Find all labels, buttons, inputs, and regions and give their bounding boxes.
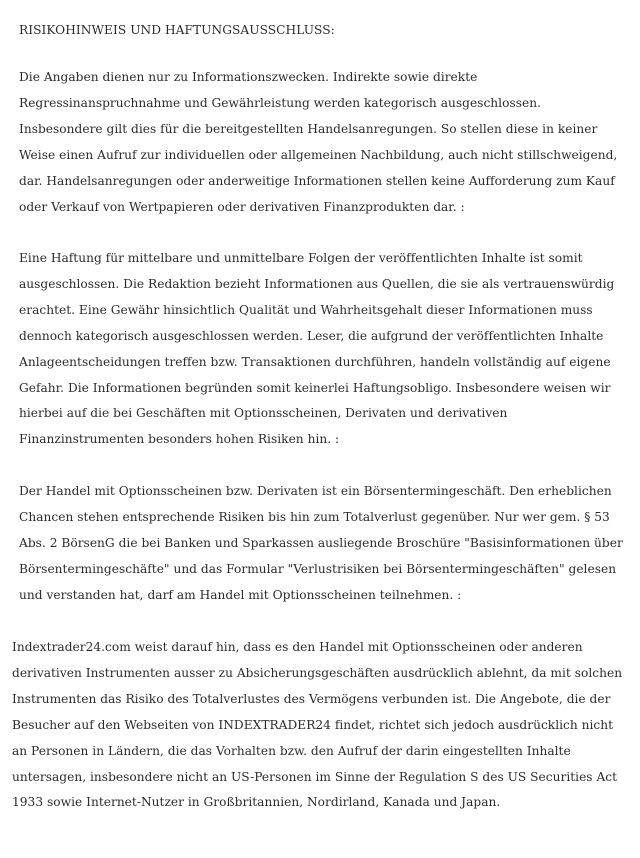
disclaimer-paragraph-liability: Eine Haftung für mittelbare und unmittelbare Folgen der veröffentlichten Inhalte ist somit ausgeschlossen. Die Redaktion bezieht Informationen aus Quellen, die sie als vertrauenswürdig erachtet. Eine Gewähr hinsichtlich Qualität und Wahrheitsgehalt dieser Informationen muss dennoch kategorisch ausgeschlossen werden. Leser, die aufgrund der veröffentlichten Inhalte Anlageentscheidungen treffen bzw. Transaktionen durchführen, handeln vollständig auf eigene Gefahr. Die Informationen begründen somit keinerlei Haftungsobligo. Insbesondere weisen wir hierbei auf die bei Geschäften mit Optionsscheinen, Derivaten und derivativen Finanzinstrumenten besonders hohen Risiken hin. : [19, 251, 615, 447]
disclaimer-paragraph-indextrader24: Indextrader24.com weist darauf hin, dass es den Handel mit Optionsscheinen oder anderen derivativen Instrumenten ausser zu Absicherungsgeschäften ausdrücklich ablehnt, da mit solchen Instrumenten das Risiko des Totalverlustes des Vermögens verbunden ist. Die Angebote, die der Besucher auf den Webseiten von INDEXTRADER24 findet, richtet sich jedoch ausdrücklich nicht an Personen in Ländern, die das Vorhalten bzw. den Aufruf der darin eingestellten Inhalte untersagen, insbesondere nicht an US-Personen im Sinne der Regulation S des US Securities Act 1933 sowie Internet-Nutzer in Großbritannien, Nordirland, Kanada und Japan. [12, 640, 623, 810]
disclaimer-heading: RISIKOHINWEIS UND HAFTUNGSAUSSCHLUSS: [19, 23, 335, 37]
disclaimer-paragraph-information-purpose: Die Angaben dienen nur zu Informationszwecken. Indirekte sowie direkte Regressinanspruchnahme und Gewährleistung werden kategorisch ausgeschlossen. Insbesondere gilt dies für die bereitgestellten Handelsanregungen. So stellen diese in keiner Weise einen Aufruf zur individuellen oder allgemeinen Nachbildung, auch nicht stillschweigend, dar. Handelsanregungen oder anderweitige Informationen stellen keine Aufforderung zum Kauf oder Verkauf von Wertpapieren oder derivativen Finanzprodukten dar. : [19, 70, 618, 214]
disclaimer-paragraph-derivatives-trading: Der Handel mit Optionsscheinen bzw. Derivaten ist ein Börsentermingeschäft. Den erheblichen Chancen stehen entsprechende Risiken bis hin zum Totalverlust gegenüber. Nur wer gem. § 53 Abs. 2 BörsenG die bei Banken und Sparkassen ausliegende Broschüre "Basisinformationen über Börsentermingeschäfte" und das Formular "Verlustrisiken bei Börsentermingeschäften" gelesen und verstanden hat, darf am Handel mit Optionsscheinen teilnehmen. : [19, 484, 623, 602]
